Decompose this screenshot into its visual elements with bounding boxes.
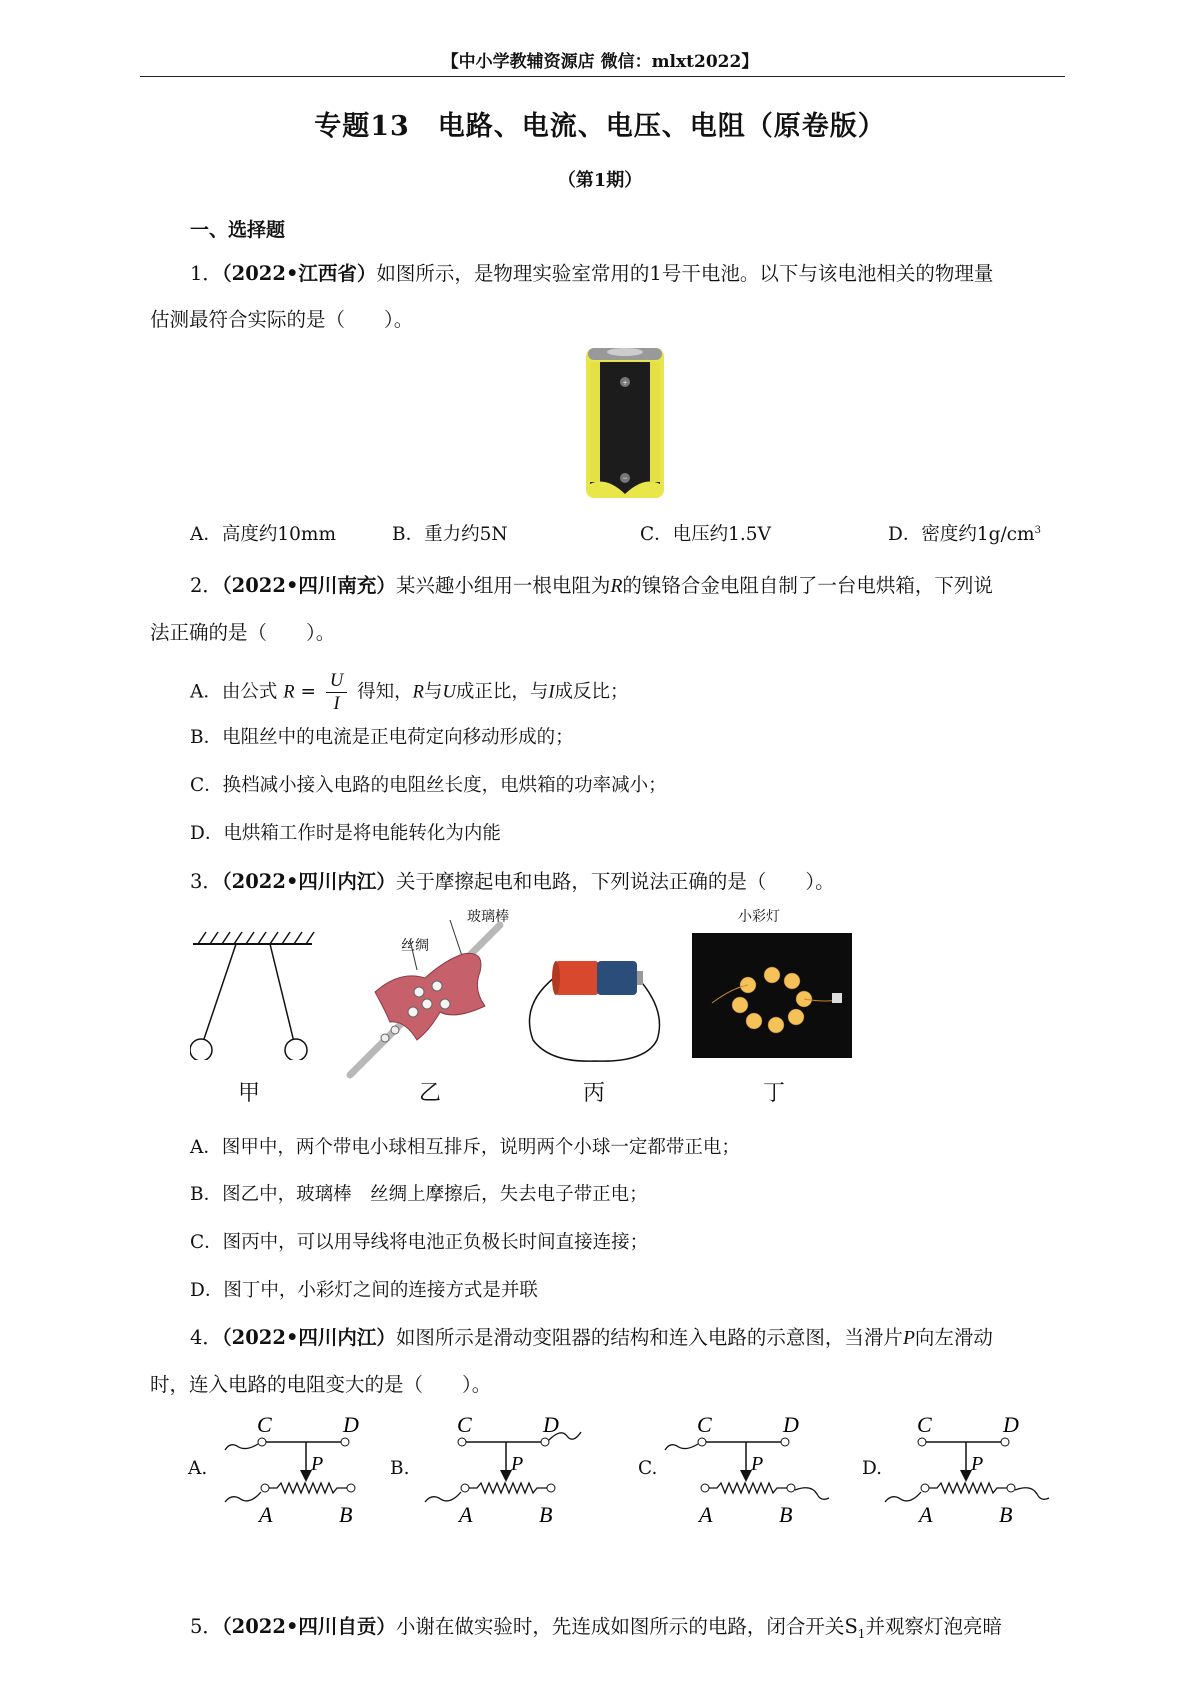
q2-line1 xyxy=(190,570,993,598)
q5-number: 5． xyxy=(190,1615,222,1638)
battery-image xyxy=(584,344,666,502)
q5-switch-sub: 1 xyxy=(857,1626,866,1641)
q2-opt-a-post2: 成反比； xyxy=(554,681,629,703)
page-subtitle: （第1期） xyxy=(557,170,643,191)
fig-jia-pendulums xyxy=(190,930,315,1060)
header-shop-text: 【中小学教辅资源店 微信：mlxt2022】 xyxy=(441,52,759,72)
q2-option-c: C．换档减小接入电路的电阻丝长度，电烘箱的功率减小； xyxy=(190,775,667,796)
q4-option-d-label: D. xyxy=(862,1458,883,1479)
q4-option-b-label: B. xyxy=(390,1458,410,1479)
q3-source: （2022•四川内江） xyxy=(221,870,396,893)
caption-ding: 丁 xyxy=(763,1081,786,1106)
q2-number: 2． xyxy=(190,574,222,597)
q2-option-a xyxy=(190,670,629,715)
q5-text-b: 并观察灯泡亮暗 xyxy=(865,1615,1002,1638)
q2-option-b: B．电阻丝中的电流是正电荷定向移动形成的； xyxy=(190,727,574,748)
svg-text:+: + xyxy=(622,378,628,388)
caption-jia: 甲 xyxy=(238,1081,261,1106)
label-silk: 丝绸 xyxy=(401,938,429,954)
q1-line1 xyxy=(190,258,993,286)
header-rule xyxy=(140,76,1065,77)
q4-diagram-b xyxy=(425,1412,581,1527)
q2-opt-a-u2: U xyxy=(442,682,456,703)
q4-number: 4． xyxy=(190,1326,222,1349)
q4-text-a: 如图所示是滑动变阻器的结构和连入电路的示意图，当滑片 xyxy=(395,1326,903,1349)
q3-option-c: C．图丙中，可以用导线将电池正负极长时间直接连接； xyxy=(190,1232,649,1253)
q2-formula-denominator: I xyxy=(333,694,340,714)
q2-line2: 法正确的是（ ）。 xyxy=(150,621,336,644)
fig-yi-silk-rod xyxy=(345,920,515,1080)
label-glass-rod: 玻璃棒 xyxy=(467,909,509,925)
q2-option-d: D．电烘箱工作时是将电能转化为内能 xyxy=(190,823,501,844)
q2-var-r: R xyxy=(610,576,623,597)
svg-text:−: − xyxy=(622,473,628,483)
q1-number: 1． xyxy=(190,262,222,285)
q5-switch-s: S xyxy=(844,1615,858,1638)
q4-diagram-a xyxy=(225,1412,359,1527)
q5-line1 xyxy=(190,1611,1002,1641)
q1-option-d xyxy=(888,520,1041,546)
q2-source: （2022•四川南充） xyxy=(221,574,396,597)
q2-formula-fraction xyxy=(326,670,347,715)
q4-var-p: P xyxy=(902,1328,915,1349)
q4-text-b: 向左滑动 xyxy=(914,1326,993,1349)
q3-number: 3． xyxy=(190,870,222,893)
caption-yi: 乙 xyxy=(419,1081,442,1106)
q2-text-b: 的镍铬合金电阻自制了一台电烘箱，下列说 xyxy=(622,574,993,597)
q3-line1 xyxy=(190,866,835,894)
q2-formula-eq: = xyxy=(300,681,316,703)
q4-option-c-label: C. xyxy=(638,1458,658,1479)
q2-opt-a-mid: 与 xyxy=(423,681,443,703)
label-lights: 小彩灯 xyxy=(738,909,780,925)
q1-option-d-text: D．密度约1g/cm xyxy=(888,524,1035,545)
q4-diagram-c xyxy=(665,1412,829,1527)
caption-bing: 丙 xyxy=(583,1081,606,1106)
q4-line2: 时，连入电路的电阻变大的是（ ）。 xyxy=(150,1373,492,1396)
q2-formula-r: R xyxy=(283,682,295,703)
q1-text: 如图所示，是物理实验室常用的1号干电池。以下与该电池相关的物理量 xyxy=(376,262,994,285)
q2-opt-a-r2: R xyxy=(412,682,424,703)
q2-text-a: 某兴趣小组用一根电阻为 xyxy=(395,574,611,597)
q1-option-c: C．电压约1.5V xyxy=(640,524,771,545)
q1-option-b: B．重力约5N xyxy=(392,524,508,545)
q3-option-a: A．图甲中，两个带电小球相互排斥，说明两个小球一定都带正电； xyxy=(190,1137,740,1158)
q1-option-d-sup: 3 xyxy=(1034,524,1041,536)
q5-text-a: 小谢在做实验时，先连成如图所示的电路，闭合开关 xyxy=(395,1615,845,1638)
q3-option-b: B．图乙中，玻璃棒 丝绸上摩擦后，失去电子带正电； xyxy=(190,1184,648,1205)
q4-option-a-label: A. xyxy=(188,1458,208,1479)
q4-diagram-d xyxy=(885,1412,1049,1527)
q3-text: 关于摩擦起电和电路，下列说法正确的是（ ）。 xyxy=(395,870,835,893)
q2-opt-a-pre: A．由公式 xyxy=(190,681,278,703)
q2-opt-a-post1: 得知， xyxy=(357,681,413,703)
fig-bing-battery-wire xyxy=(525,955,665,1065)
q1-option-a: A．高度约10mm xyxy=(190,524,336,545)
q4-source: （2022•四川内江） xyxy=(221,1326,396,1349)
section-heading: 一、选择题 xyxy=(190,219,286,241)
q2-formula-numerator: U xyxy=(326,670,347,693)
q1-source: （2022•江西省） xyxy=(221,262,377,285)
q4-line1 xyxy=(190,1322,993,1350)
fig-ding-lights-photo xyxy=(692,933,852,1058)
q1-line2: 估测最符合实际的是（ ）。 xyxy=(150,308,414,331)
q3-option-d: D．图丁中，小彩灯之间的连接方式是并联 xyxy=(190,1280,538,1301)
q4-rheostat-diagrams xyxy=(215,1410,1175,1530)
q5-source: （2022•四川自贡） xyxy=(221,1615,396,1638)
page-title: 专题13 电路、电流、电压、电阻（原卷版） xyxy=(314,111,886,142)
q2-opt-a-i2: I xyxy=(548,682,555,703)
q2-opt-a-mid2: 成正比，与 xyxy=(455,681,549,703)
